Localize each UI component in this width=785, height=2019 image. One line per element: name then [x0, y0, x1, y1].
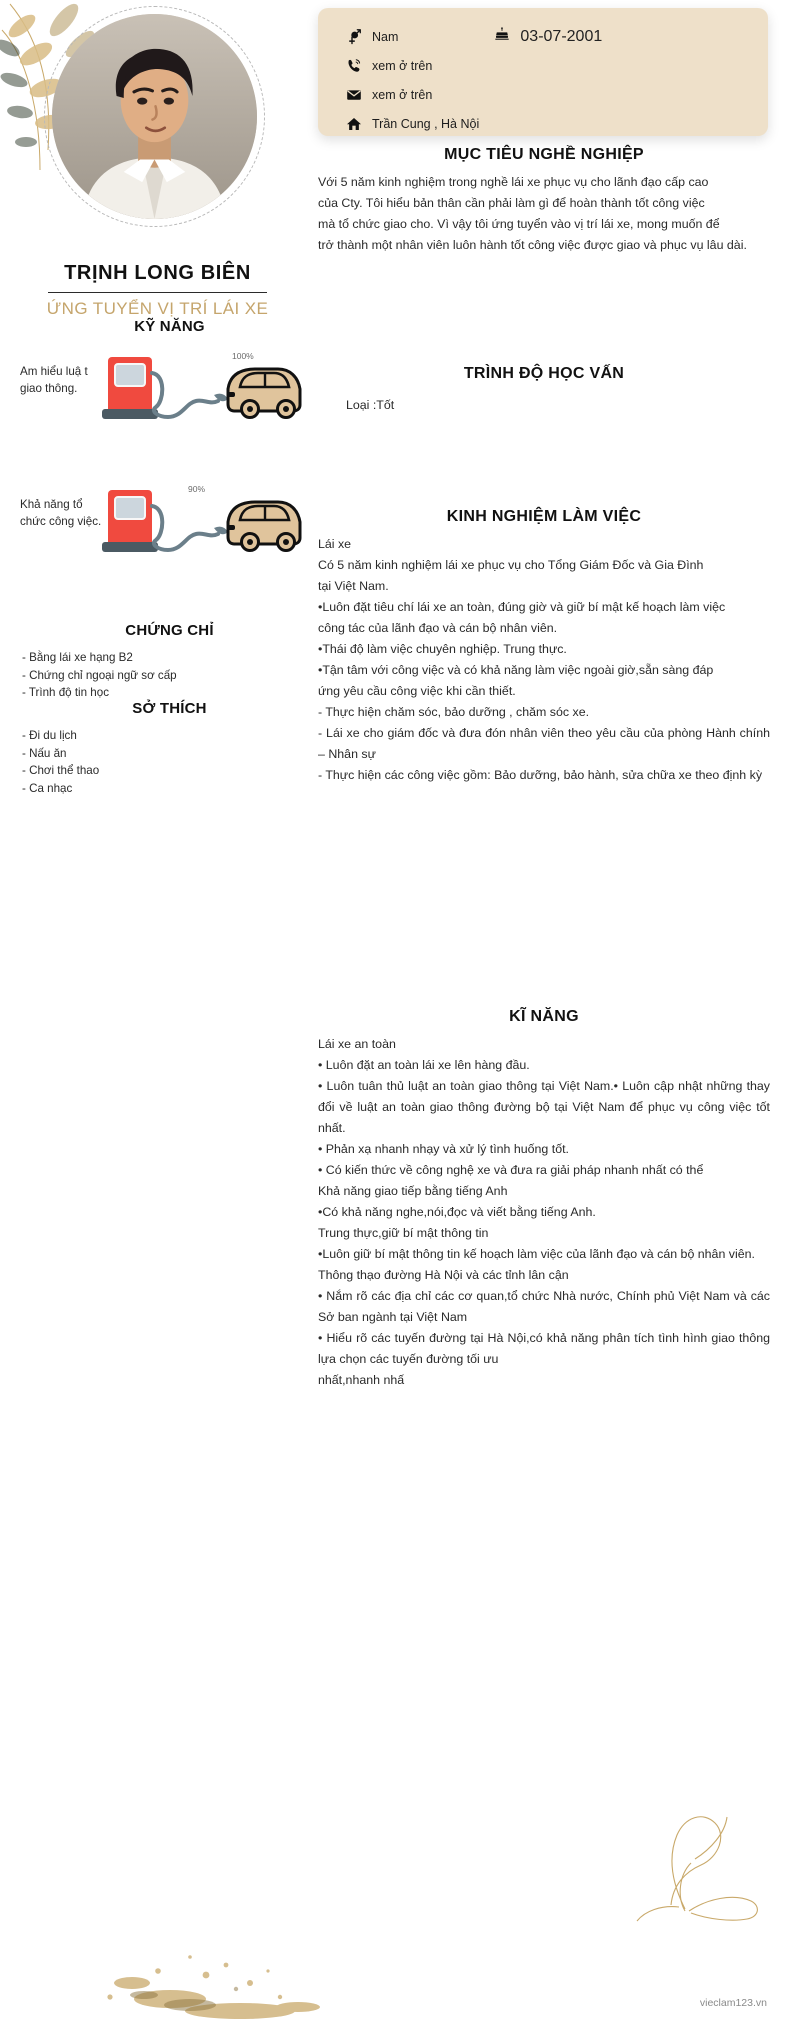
experience-line-1: Có 5 năm kinh nghiệm lái xe phục vụ cho Tổng Giám Đốc và Gia Đình	[318, 558, 704, 572]
skill-line-4: • Có kiến thức về công nghệ xe và đưa ra giải pháp nhanh nhất có thể	[318, 1163, 704, 1177]
skill-line-11: • Hiểu rõ các tuyến đường tại Hà Nội,có khả năng phân tích tình hình giao thông lựa chọn các tuyến đường tối ưu	[318, 1331, 770, 1366]
contact-address	[318, 109, 768, 138]
skill-line-9: Thông thạo đường Hà Nội và các tỉnh lân cận	[318, 1268, 569, 1282]
experience-line-3: •Luôn đặt tiêu chí lái xe an toàn, đúng giờ và giữ bí mật kế hoạch làm việc	[318, 600, 726, 614]
experience-line-4: công tác của lãnh đạo và cán bộ nhân viên.	[318, 621, 558, 635]
envelope-icon	[346, 87, 372, 103]
skills-right-title: KĨ NĂNG	[509, 1008, 579, 1025]
contact-card	[318, 8, 768, 136]
skill-line-7: Trung thực,giữ bí mật thông tin	[318, 1226, 489, 1240]
gold-splash-decoration-icon	[40, 1879, 440, 2019]
experience-section	[318, 508, 770, 786]
skill-percent-0: 100%	[232, 351, 254, 361]
name-divider	[48, 292, 267, 293]
skill-line-5: Khả năng giao tiếp bằng tiếng Anh	[318, 1184, 508, 1198]
gender-value: Nam	[372, 29, 399, 44]
certificates-title: CHỨNG CHỈ	[125, 622, 214, 639]
skills-left-title: KỸ NĂNG	[134, 318, 205, 335]
experience-line-9: - Lái xe cho giám đốc và đưa đón nhân viên theo yêu cầu của phòng Hành chính – Nhân sự	[318, 726, 770, 761]
hobby-item-1: - Nấu ăn	[22, 746, 67, 760]
skill-percent-1: 90%	[188, 484, 206, 494]
certificate-item-1: - Chứng chỉ ngoại ngữ sơ cấp	[22, 668, 177, 682]
hobby-item-3: - Ca nhạc	[22, 781, 73, 795]
fuel-pump-car-icon-1	[100, 478, 305, 568]
avatar-image	[52, 14, 257, 219]
footer-credit: vieclam123.vn	[699, 1997, 767, 2009]
objective-line-2: mà tổ chức giao cho. Vì vậy tôi ứng tuyển vào vị trí lái xe, mong muốn để	[318, 217, 720, 231]
skill-label-0: Am hiểu luậ t giao thông.	[20, 365, 88, 395]
contact-birthday	[494, 22, 602, 51]
skill-line-8: •Luôn giữ bí mật thông tin kế hoạch làm việc của lãnh đạo và cán bộ nhân viên.	[318, 1247, 755, 1261]
birthday-value: 03-07-2001	[520, 27, 603, 45]
skill-meter-0	[0, 345, 305, 435]
gender-icon	[346, 29, 372, 45]
address-value: Trần Cung , Hà Nội	[372, 116, 480, 131]
skill-meter-1	[0, 478, 305, 568]
education-detail: Loại :Tốt	[346, 398, 395, 412]
objective-line-0: Với 5 năm kinh nghiệm trong nghề lái xe phục vụ cho lãnh đạo cấp cao	[318, 175, 709, 189]
phone-value: xem ở trên	[372, 58, 433, 73]
experience-line-10: - Thực hiện các công việc gồm: Bảo dưỡng, bảo hành, sửa chữa xe theo định kỳ	[318, 768, 763, 782]
contact-email	[318, 80, 768, 109]
experience-line-7: ứng yêu cầu công việc khi cần thiết.	[318, 684, 516, 698]
objective-section	[318, 146, 770, 256]
education-title: TRÌNH ĐỘ HỌC VẤN	[463, 365, 625, 382]
name-block	[20, 262, 295, 319]
skill-line-6: •Có khả năng nghe,nói,đọc và viết bằng tiếng Anh.	[318, 1205, 596, 1219]
page-title: TRỊNH LONG BIÊN	[64, 262, 251, 284]
contact-gender	[318, 22, 398, 51]
experience-title: KINH NGHIỆM LÀM VIỆC	[446, 508, 642, 525]
objective-line-1: của Cty. Tôi hiểu bản thân cần phải làm gì để hoàn thành tốt công việc	[318, 196, 705, 210]
skill-line-0: Lái xe an toàn	[318, 1037, 396, 1051]
contact-row-first	[318, 22, 768, 51]
fuel-pump-car-icon-0	[100, 345, 305, 435]
experience-line-5: •Thái độ làm việc chuyên nghiệp. Trung thực.	[318, 642, 567, 656]
certificate-item-2: - Trình độ tin học	[22, 686, 109, 699]
avatar	[52, 14, 257, 219]
butterfly-decoration-icon	[615, 1789, 765, 1929]
certificates-section	[0, 622, 305, 702]
skill-line-3: • Phản xạ nhanh nhạy và xử lý tình huống tốt.	[318, 1142, 569, 1156]
contact-phone	[318, 51, 768, 80]
education-section	[318, 365, 770, 416]
objective-line-3: trở thành một nhân viên luôn hành tốt công việc được giao và phục vụ lâu dài.	[318, 238, 747, 252]
skill-line-12: nhất,nhanh nhấ	[318, 1373, 405, 1387]
certificate-item-0: - Bằng lái xe hạng B2	[22, 651, 133, 664]
phone-icon	[346, 58, 372, 74]
applied-position: ỨNG TUYỂN VỊ TRÍ LÁI XE	[46, 299, 269, 318]
hobby-item-2: - Chơi thể thao	[22, 764, 100, 777]
hobbies-title: SỞ THÍCH	[132, 700, 207, 717]
skill-label-1: Khả năng tổ chức công việc.	[20, 498, 102, 528]
skills-left-section	[0, 318, 305, 335]
experience-line-0: Lái xe	[318, 537, 352, 551]
experience-line-8: - Thực hiện chăm sóc, bảo dưỡng , chăm sóc xe.	[318, 705, 590, 719]
hobbies-section	[0, 700, 305, 797]
objective-title: MỤC TIÊU NGHỀ NGHIỆP	[444, 146, 644, 163]
experience-line-2: tại Việt Nam.	[318, 579, 389, 593]
hobby-item-0: - Đi du lịch	[22, 729, 77, 742]
email-value: xem ở trên	[372, 87, 433, 102]
skills-right-section	[318, 1008, 770, 1391]
skill-line-10: • Nắm rõ các địa chỉ các cơ quan,tổ chức Nhà nước, Chính phủ Việt Nam và các Sở ban ngành tại Việt Nam	[318, 1289, 770, 1324]
skill-line-1: • Luôn đặt an toàn lái xe lên hàng đầu.	[318, 1058, 530, 1072]
birthday-cake-icon	[494, 26, 520, 47]
skill-line-2: • Luôn tuân thủ luật an toàn giao thông tại Việt Nam.• Luôn cập nhật những thay đổi về luật an toàn giao thông đường bộ tại Việt Nam để phục vụ công việc tốt nhất.	[318, 1079, 770, 1135]
experience-line-6: •Tận tâm với công việc và có khả năng làm việc ngoài giờ,sẵn sàng đáp	[318, 663, 714, 677]
home-icon	[346, 116, 372, 132]
